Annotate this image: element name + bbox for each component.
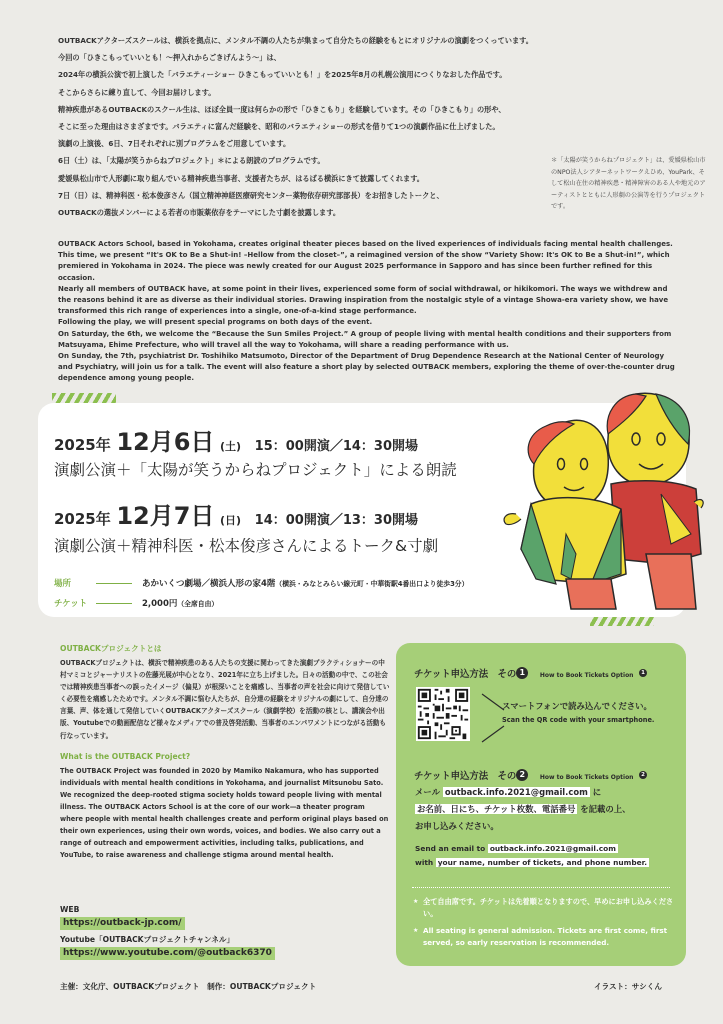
ticket-notes [413, 896, 675, 954]
venue-row [54, 577, 468, 589]
event2-year: 2025年 [54, 510, 111, 528]
links-section [60, 903, 390, 963]
mail-address[interactable]: outback.info.2021@gmail.com [444, 787, 588, 797]
mail-label: メール [415, 787, 440, 797]
youtube-link[interactable]: https://www.youtube.com/@outback6370 [60, 947, 275, 960]
event2-day: 12月7日 [116, 502, 215, 530]
event2-weekday: (日) [220, 514, 242, 527]
event1-weekday: (土) [220, 440, 242, 453]
ticket-divider [412, 887, 670, 888]
mail-request: お申し込みください。 [415, 821, 499, 831]
intro-english [58, 239, 678, 385]
intro-jp-line: 愛媛県松山市で人形劇に取り組んでいる精神疾患当事者、支援者たちが、はるばる横浜にきて披露してくれます。 [58, 173, 424, 183]
qr-instruction-en: Scan the QR code with your smartphone. [502, 716, 655, 724]
intro-jp-line: 演劇の上演後、6日、7日それぞれに別プログラムをご用意しています。 [58, 139, 291, 149]
intro-en-para: Nearly all members of OUTBACK have, at some point in their lives, experienced some form of social withdrawal, or hikikomori. The ways we withdrew and the reasons behind it are as diverse as their individual stories. Drawing inspiration from the nostalgic style of a vintage Showa-era variety show, we have transformed this rich range of experiences into a single, one-of-a-kind stage performance. [58, 284, 669, 316]
intro-en-para: OUTBACK Actors School, based in Yokohama, creates original theater pieces based on the lived experiences of individuals facing mental health challenges. [58, 240, 673, 248]
project-footnote: ＊「太陽が笑うからねプロジェクト」は、愛媛県松山市のNPO法人シアターネットワークえひめ、YouPark、そして松山在住の精神疾患・精神障害のある人や地元のアーティストとともに人形劇の公演等を行うプロジェクトです。 [551, 157, 706, 211]
mail-en-fields: your name, number of tickets, and phone number. [437, 858, 648, 867]
qr-code[interactable] [416, 687, 470, 741]
ticket-value: 2,000円 [142, 599, 178, 609]
intro-jp-line: 精神疾患があるOUTBACKのスクール生は、ほぼ全員一度は何らかの形で「ひきこもり」を経験しています。その「ひきこもり」の形や、 [58, 104, 506, 114]
qr-instruction-jp: スマートフォンで読み込んでください。 [502, 701, 652, 711]
venue-label: 場所 [54, 579, 72, 589]
about-heading-en: What is the OUTBACK Project? [60, 751, 191, 761]
youtube-label: Youtube「OUTBACKプロジェクトチャンネル」 [60, 935, 235, 944]
event1-date [54, 422, 418, 457]
ticket-note-jp: ★ 全て自由席です。チケットは先着順となりますので、早めにお申し込みください。 [413, 896, 675, 920]
intro-jp-line: 6日（土）は、「太陽が笑うからねプロジェクト」＊による朗読のプログラムです。 [58, 156, 325, 166]
event1-time: 15：00開演／14：30開場 [254, 439, 419, 454]
option1-en: How to Book Tickets Option [539, 672, 634, 679]
intro-jp-line: そこに至った理由はさまざまです。バラエティに富んだ経験を、昭和のバラエティショーの形式を借りて1つの演劇作品に仕上げました。 [58, 122, 500, 132]
event2-date [54, 496, 418, 531]
option2-en-number: 2 [639, 771, 647, 779]
ticket-label: チケット [54, 599, 88, 609]
mail-en-with: with [415, 858, 434, 867]
ticket-note: （全席自由） [177, 600, 219, 608]
mail-en-prefix: Send an email to [415, 844, 486, 853]
puppet-illustration [496, 384, 706, 614]
intro-en-para: This time, we present “It's OK to Be a Shut-in! –Hellow from the closet–”, a reimagined version of the show “Variety Show: It's OK to Be a Shut-in!”, which premiered in Yokohama in 2024. The piece was newly created for our August 2025 performance in Sapporo and has since been further refined for this occasion. [58, 251, 670, 282]
option2-number: 2 [516, 769, 528, 781]
intro-jp-line: OUTBACKアクターズスクールは、横浜を拠点に、メンタル不調の人たちが集まって自分たちの経験をもとにオリジナルの演劇をつくっています。 [58, 36, 533, 45]
about-heading-jp: OUTBACKプロジェクトとは [60, 644, 162, 653]
mail-en-address[interactable]: outback.info.2021@gmail.com [489, 844, 616, 853]
web-label: WEB [60, 905, 80, 914]
intro-jp-line: 今回の「ひきこもっていいとも！〜押入れからごきげんよう〜」は、 [58, 53, 281, 63]
intro-en-para: On Sunday, the 7th, psychiatrist Dr. Toshihiko Matsumoto, Director of the Department of Drug Dependence Research at the National Center of Neurology and Psychiatry, will join us for a talk. The event will also feature a short play by selected OUTBACK members, exploring the theme of over-the-counter drug dependence among young people. [58, 352, 675, 383]
option1-number: 1 [516, 667, 528, 679]
ticket-option1-heading [414, 662, 647, 681]
event2-title: 演劇公演＋精神科医・松本俊彦さんによるトーク&寸劇 [54, 537, 439, 555]
venue-value: あかいくつ劇場／横浜人形の家4階 [142, 579, 276, 589]
mail-instructions-jp [415, 784, 680, 835]
ticket-option2-heading [414, 764, 647, 783]
illustrator-credit: イラスト：サシくん [594, 982, 662, 991]
mail-suffix: に [592, 787, 602, 797]
intro-jp-line: 2024年の横浜公演で初上演した「バラエティーショー ひきこもっていいとも！」を2025年8月の札幌公演用につくりなおした作品です。 [58, 70, 507, 80]
intro-jp-line: そこからさらに練り直して、今回お届けします。 [58, 87, 216, 97]
qr-instruction [502, 700, 654, 724]
option1-jp: チケット申込方法 その [414, 669, 517, 680]
option2-en: How to Book Tickets Option [539, 774, 634, 781]
option2-jp: チケット申込方法 その [414, 771, 517, 782]
event1-day: 12月6日 [116, 428, 215, 456]
about-body-en: The OUTBACK Project was founded in 2020 by Mamiko Nakamura, who has supported individuals with mental health conditions in Yokohama, and journalist Mitsunobu Sato. We recognized the deep-rooted stigma society holds toward people living with mental illness. The OUTBACK Actors School is at the core of our work—a theater program where people with mental health challenges create and perform original plays based on their own experiences, using their own words, voices, and bodies. We also carry out a range of outreach and empowerment activities, including talks, publications, and YouTube, to raise awareness and challenge stigma around mental health. [60, 766, 389, 860]
ticket-row [54, 597, 218, 609]
event1-title: 演劇公演＋「太陽が笑うからねプロジェクト」による朗読 [54, 461, 457, 479]
intro-jp-line: OUTBACKの選抜メンバーによる若者の市販薬依存をテーマにした寸劇を披露します。 [58, 208, 341, 218]
credits: 主催：文化庁、OUTBACKプロジェクト 制作：OUTBACKプロジェクト [60, 982, 317, 991]
intro-jp-line: 7日（日）は、精神科医・松本俊彦さん（国立精神神経医療研究センター薬物依存研究部部長）をお招きしたトークと、 [58, 190, 444, 200]
intro-en-para: On Saturday, the 6th, we welcome the “Because the Sun Smiles Project.” A group of people living with mental health conditions and their supporters from Matsuyama, Ehime Prefecture, who will travel all the way to Yokohama, will share a reading performance with us. [58, 329, 672, 349]
venue-note: （横浜・みなとみらい線元町・中華街駅4番出口より徒歩3分） [275, 580, 469, 588]
intro-en-para: Following the play, we will present special programs on both days of the event. [58, 318, 373, 327]
web-link[interactable]: https://outback-jp.com/ [60, 917, 185, 930]
mail-instructions-en [415, 842, 680, 870]
option1-en-number: 1 [639, 669, 647, 677]
about-section [60, 642, 390, 861]
about-body-jp: OUTBACKプロジェクトは、横浜で精神疾患のある人たちの支援に関わってきた演劇プラクティショナーの中村マミコとジャーナリストの佐藤光展が中心となり、2021年に立ち上げました。日々の活動の中で、この社会では精神疾患当事者への誤ったイメージ（偏見）が根深いことを痛感し、当事者の声を社会に向けて発信していく必要性を痛感したためです。メンタル不調に悩む人たちが、自分達の経験をオリジナルの劇にして、自分達の言葉、声、体を通して発信していくOUTBACKアクターズスクール（演劇学校）を活動の核とし、講演会や出版、Youtubeでの動画配信など様々なメディアでの普及啓発活動、当事者のエンパワメントにつながる活動も行なっています。 [60, 659, 390, 740]
mail-fields-suffix: を記載の上、 [580, 804, 631, 814]
ticket-note-en: ★ All seating is general admission. Tickets are first come, first served, so early reservation is recommended. [413, 925, 675, 949]
event1-year: 2025年 [54, 436, 111, 454]
mail-fields: お名前、日にち、チケット枚数、電話番号 [417, 804, 576, 814]
event2-time: 14：00開演／13：30開場 [254, 513, 419, 528]
